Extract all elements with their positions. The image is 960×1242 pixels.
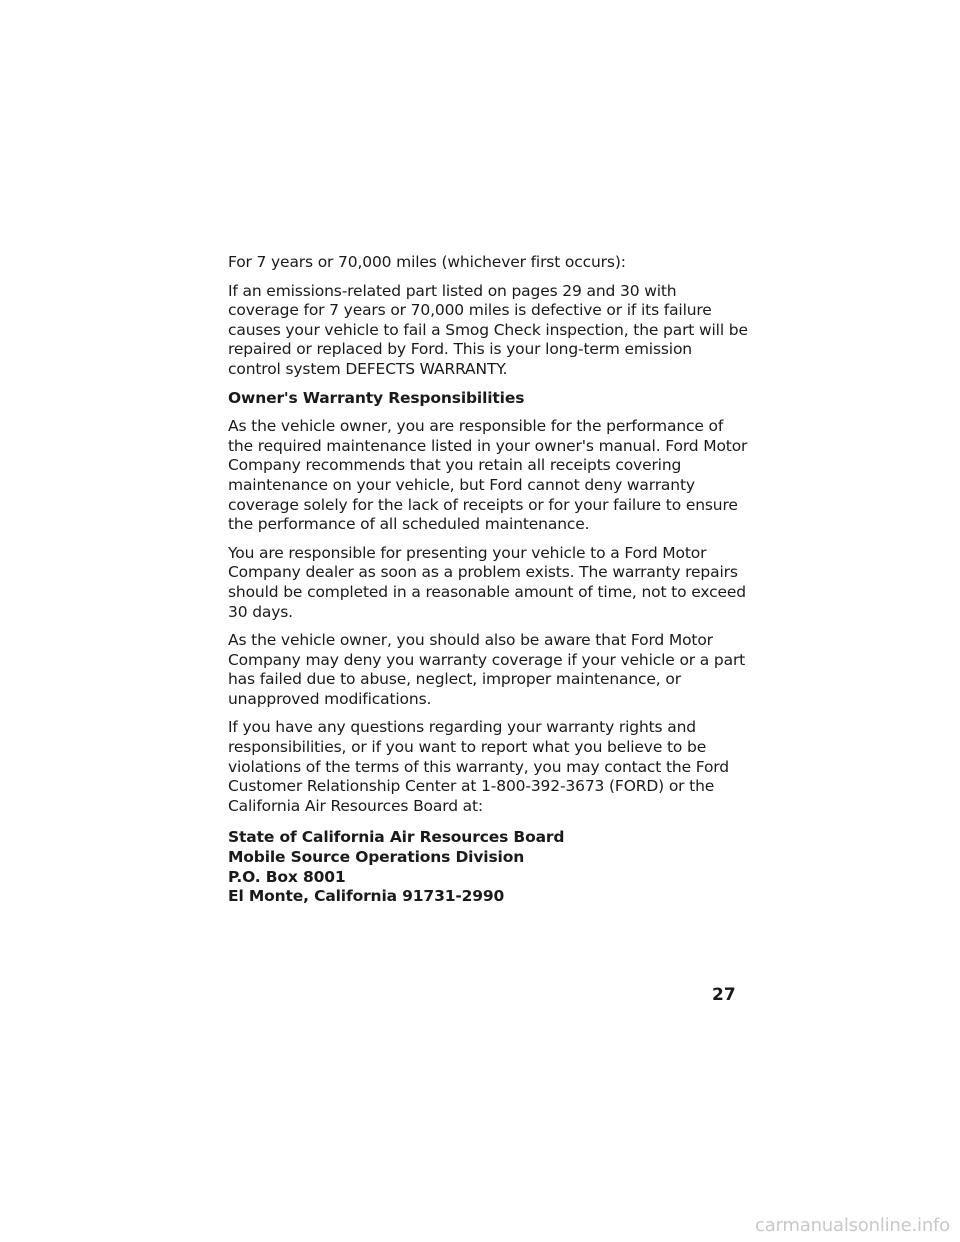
maintenance-paragraph: As the vehicle owner, you are responsible for the performance of the required maintenance listed in your owner's manual. Ford Motor Company recommends that you retain all receipts covering maintenance on your vehicle, but Ford cannot deny warranty coverage solely for the lack of receipts or for your failure to ensure the performance of all scheduled maintenance. (228, 417, 748, 534)
defects-warranty-paragraph: If an emissions-related part listed on pages 29 and 30 with coverage for 7 years or 70,000 miles is defective or if its failure causes your vehicle to fail a Smog Check inspection, the part will be repaired or replaced by Ford. This is your long-term emission control system DEFECTS WARRANTY. (228, 281, 748, 378)
document-body (228, 253, 748, 907)
section-heading: Owner's Warranty Responsibilities (228, 388, 525, 407)
address-line-1: State of California Air Resources Board (228, 828, 565, 847)
address-line-2: Mobile Source Operations Division (228, 848, 525, 867)
carb-address (228, 828, 748, 906)
watermark: carmanualsonline.info (755, 1215, 950, 1236)
dealer-paragraph: You are responsible for presenting your vehicle to a Ford Motor Company dealer as soon as a problem exists. The warranty repairs should be completed in a reasonable amount of time, not to exceed 30 days. (228, 543, 746, 621)
address-line-3: P.O. Box 8001 (228, 867, 346, 886)
address-line-4: El Monte, California 91731-2990 (228, 887, 505, 906)
coverage-intro: For 7 years or 70,000 miles (whichever first occurs): (228, 253, 626, 271)
contact-paragraph: If you have any questions regarding your warranty rights and responsibilities, or if you want to report what you believe to be violations of the terms of this warranty, you may contact the Ford Customer Relationship Center at 1-800-392-3673 (FORD) or the California Air Resources Board at: (228, 718, 729, 815)
deny-coverage-paragraph: As the vehicle owner, you should also be aware that Ford Motor Company may deny you warranty coverage if your vehicle or a part has failed due to abuse, neglect, improper maintenance, or unapproved modifications. (228, 631, 746, 708)
page-number: 27 (712, 985, 736, 1005)
